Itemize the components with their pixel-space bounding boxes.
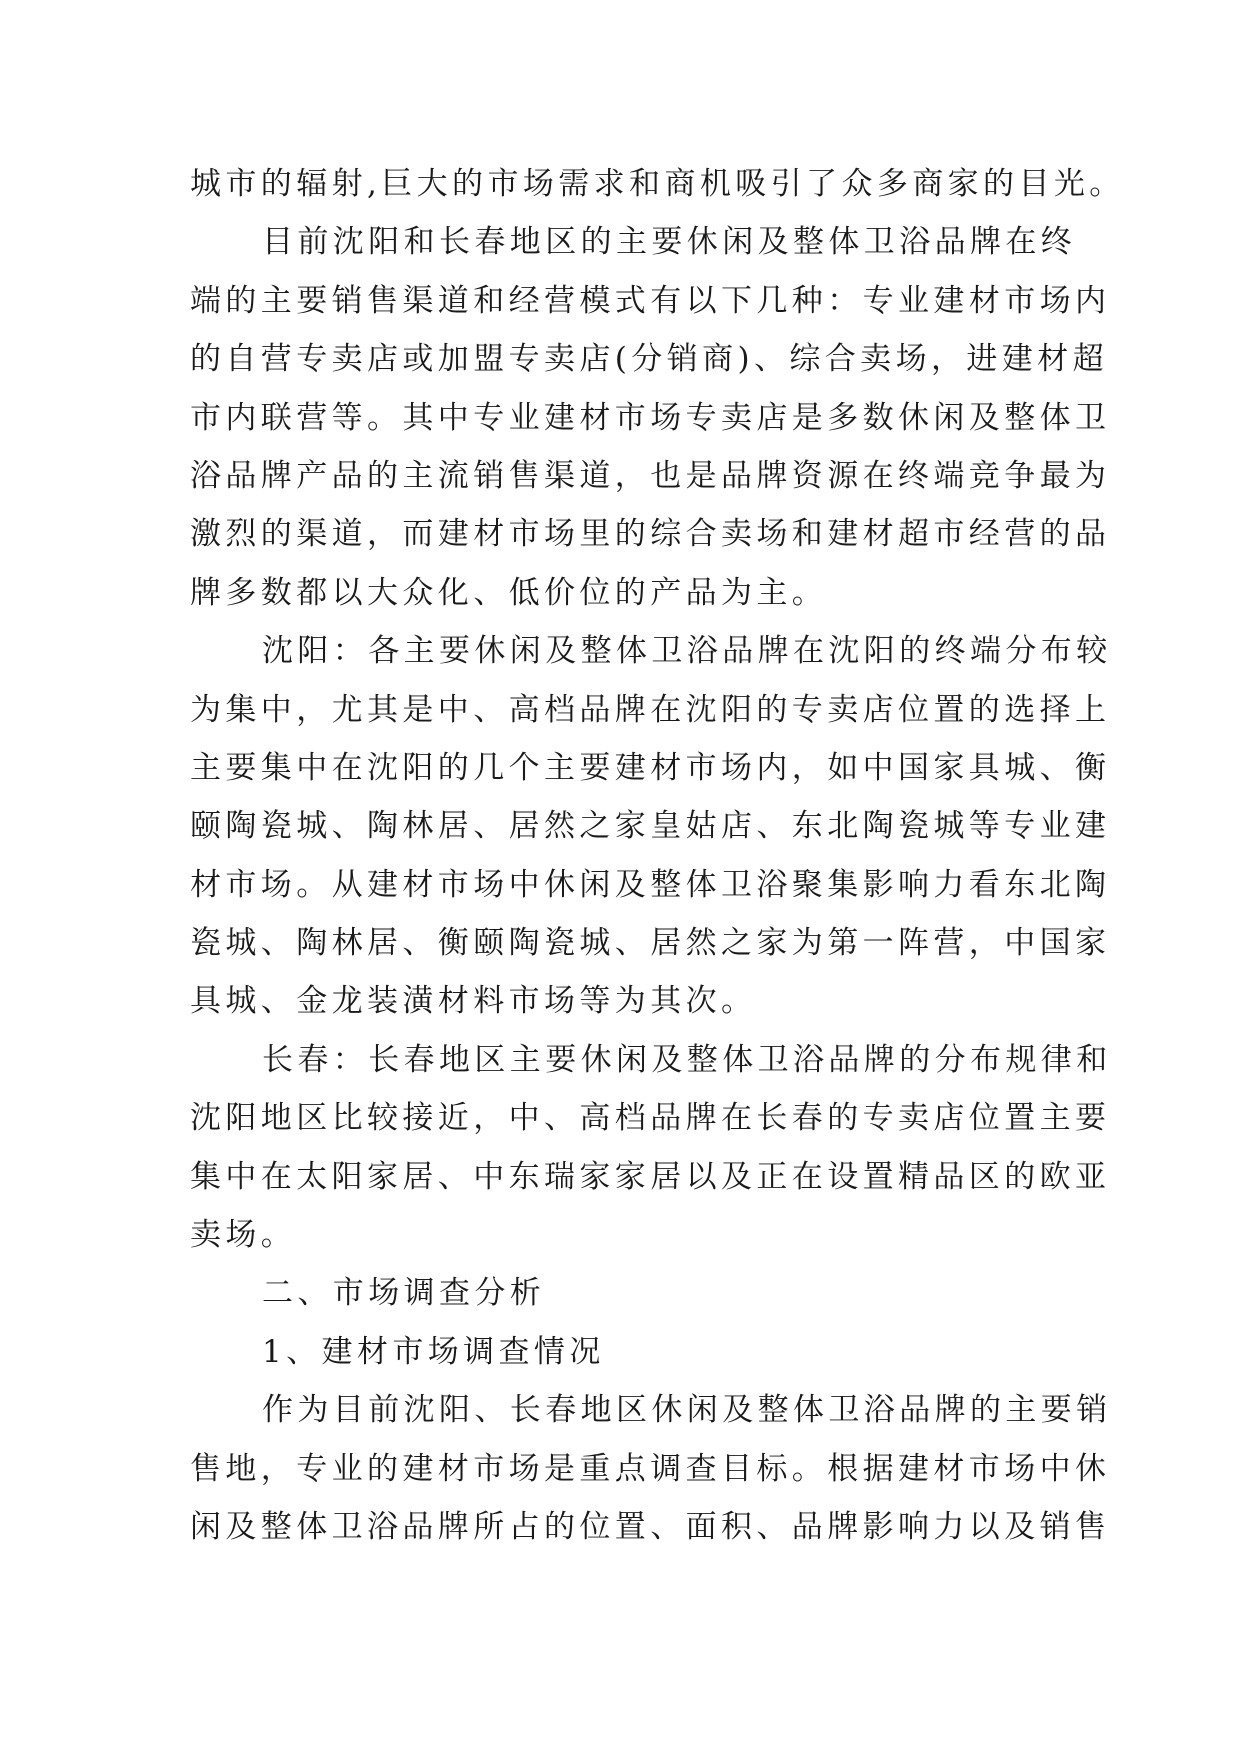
- paragraph-5: [190, 1381, 1112, 1556]
- document-body: [190, 155, 1125, 1556]
- text-line: 售地，专业的建材市场是重点调查目标。根据建材市场中休: [190, 1450, 1111, 1487]
- text-line: 浴品牌产品的主流销售渠道，也是品牌资源在终端竞争最为: [190, 457, 1111, 494]
- text-line: 端的主要销售渠道和经营模式有以下几种：专业建材市场内: [190, 282, 1111, 319]
- text-line: 瓷城、陶林居、衡颐陶瓷城、居然之家为第一阵营，中国家: [190, 925, 1111, 962]
- paragraph-2: [190, 213, 1111, 622]
- text-line: 的自营专卖店或加盟专卖店(分销商)、综合卖场，进建材超: [190, 341, 1108, 378]
- text-line: 沈阳：各主要休闲及整体卫浴品牌在沈阳的终端分布较: [262, 633, 1112, 670]
- subsection-heading: [190, 1323, 1090, 1381]
- heading-line: 二、市场调查分析: [262, 1275, 546, 1312]
- paragraph-1: [190, 155, 1125, 213]
- text-line: 目前沈阳和长春地区的主要休闲及整体卫浴品牌在终: [262, 224, 1077, 261]
- text-line: 城市的辐射,巨大的市场需求和商机吸引了众多商家的目光。: [190, 166, 1125, 202]
- text-line: 闲及整体卫浴品牌所占的位置、面积、品牌影响力以及销售: [190, 1508, 1111, 1545]
- section-heading: [190, 1264, 1090, 1322]
- text-line: 作为目前沈阳、长春地区休闲及整体卫浴品牌的主要销: [262, 1392, 1112, 1429]
- text-line: 为集中，尤其是中、高档品牌在沈阳的专卖店位置的选择上: [190, 691, 1111, 728]
- text-line: 沈阳地区比较接近，中、高档品牌在长春的专卖店位置主要: [190, 1100, 1111, 1137]
- text-line: 牌多数都以大众化、低价位的产品为主。: [190, 574, 828, 611]
- text-line: 卖场。: [190, 1217, 297, 1254]
- text-line: 主要集中在沈阳的几个主要建材市场内，如中国家具城、衡: [190, 749, 1111, 786]
- text-line: 具城、金龙装潢材料市场等为其次。: [190, 983, 757, 1020]
- text-line: 激烈的渠道，而建材市场里的综合卖场和建材超市经营的品: [190, 516, 1111, 553]
- paragraph-3: [190, 622, 1112, 1031]
- text-line: 材市场。从建材市场中休闲及整体卫浴聚集影响力看东北陶: [190, 866, 1111, 903]
- text-line: 市内联营等。其中专业建材市场专卖店是多数休闲及整体卫: [190, 399, 1111, 436]
- heading-line: 1、建材市场调查情况: [262, 1333, 605, 1370]
- paragraph-4: [190, 1031, 1112, 1265]
- text-line: 颐陶瓷城、陶林居、居然之家皇姑店、东北陶瓷城等专业建: [190, 808, 1111, 845]
- text-line: 集中在太阳家居、中东瑞家家居以及正在设置精品区的欧亚: [190, 1158, 1111, 1195]
- text-line: 长春：长春地区主要休闲及整体卫浴品牌的分布规律和: [262, 1041, 1112, 1078]
